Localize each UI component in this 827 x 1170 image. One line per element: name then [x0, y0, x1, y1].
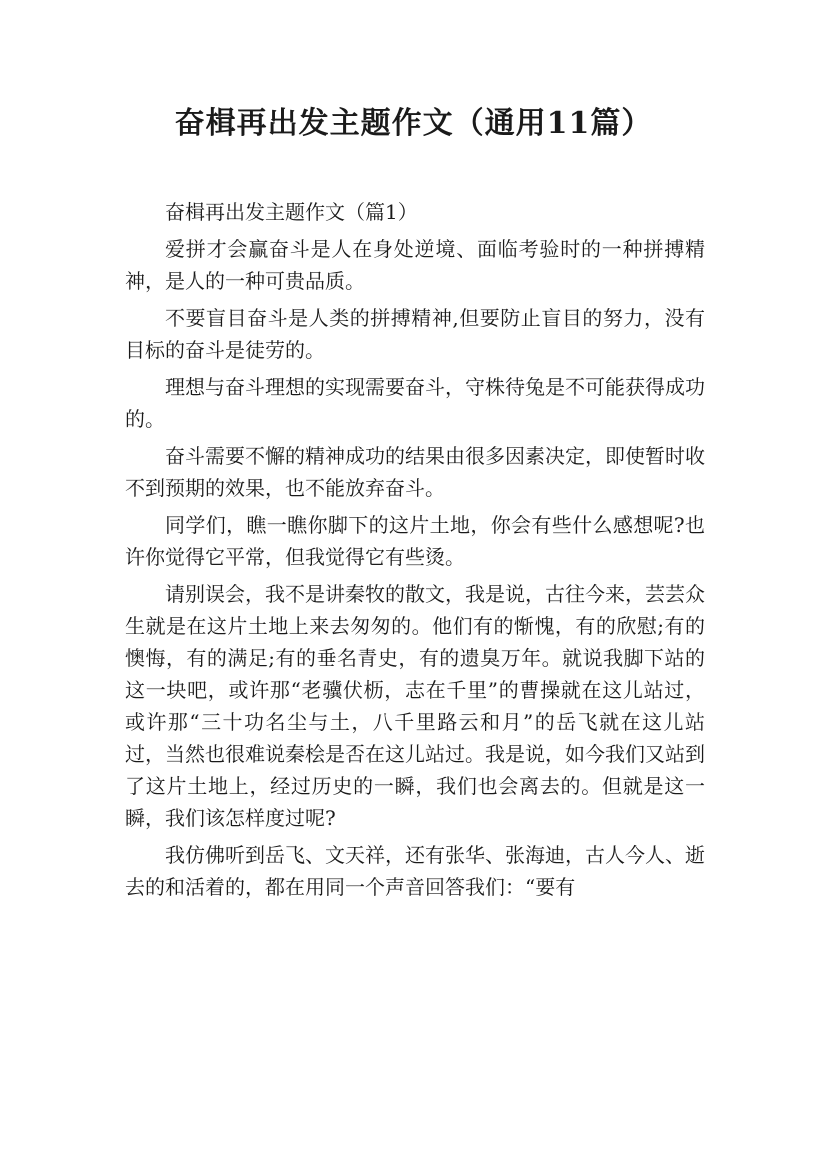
paragraph-3: 理想与奋斗理想的实现需要奋斗，守株待兔是不可能获得成功的。	[125, 375, 705, 431]
paragraph-6: 请别误会，我不是讲秦牧的散文，我是说，古往今来，芸芸众生就是在这片土地上来去匆匆的。他们有的惭愧，有的欣慰;有的懊悔，有的满足;有的垂名青史，有的遗臭万年。就说我脚下站的这一块吧，或许那“老骥伏枥，志在千里”的曹操就在这儿站过，或许那“三十功名尘与土，八千里路云和月”的岳飞就在这儿站过，当然也很难说秦桧是否在这儿站过。我是说，如今我们又站到了这片土地上，经过历史的一瞬，我们也会离去的。但就是这一瞬，我们该怎样度过呢?	[125, 582, 705, 830]
paragraph-2: 不要盲目奋斗是人类的拼搏精神,但要防止盲目的努力，没有目标的奋斗是徒劳的。	[125, 306, 705, 362]
paragraph-1: 爱拼才会赢奋斗是人在身处逆境、面临考验时的一种拼搏精神，是人的一种可贵品质。	[125, 237, 705, 293]
document-title: 奋楫再出发主题作文（通用11篇）	[174, 106, 653, 141]
paragraph-7: 我仿佛听到岳飞、文天祥，还有张华、张海迪，古人今人、逝去的和活着的，都在用同一个声音回答我们：“要有	[125, 843, 705, 899]
section-heading: 奋楫再出发主题作文（篇1）	[165, 200, 418, 224]
document-body	[125, 196, 705, 908]
paragraph-5: 同学们，瞧一瞧你脚下的这片土地，你会有些什么感想呢?也许你觉得它平常，但我觉得它有些烫。	[125, 513, 705, 569]
paragraph-4: 奋斗需要不懈的精神成功的结果由很多因素决定，即使暂时收不到预期的效果，也不能放弃奋斗。	[125, 444, 705, 500]
